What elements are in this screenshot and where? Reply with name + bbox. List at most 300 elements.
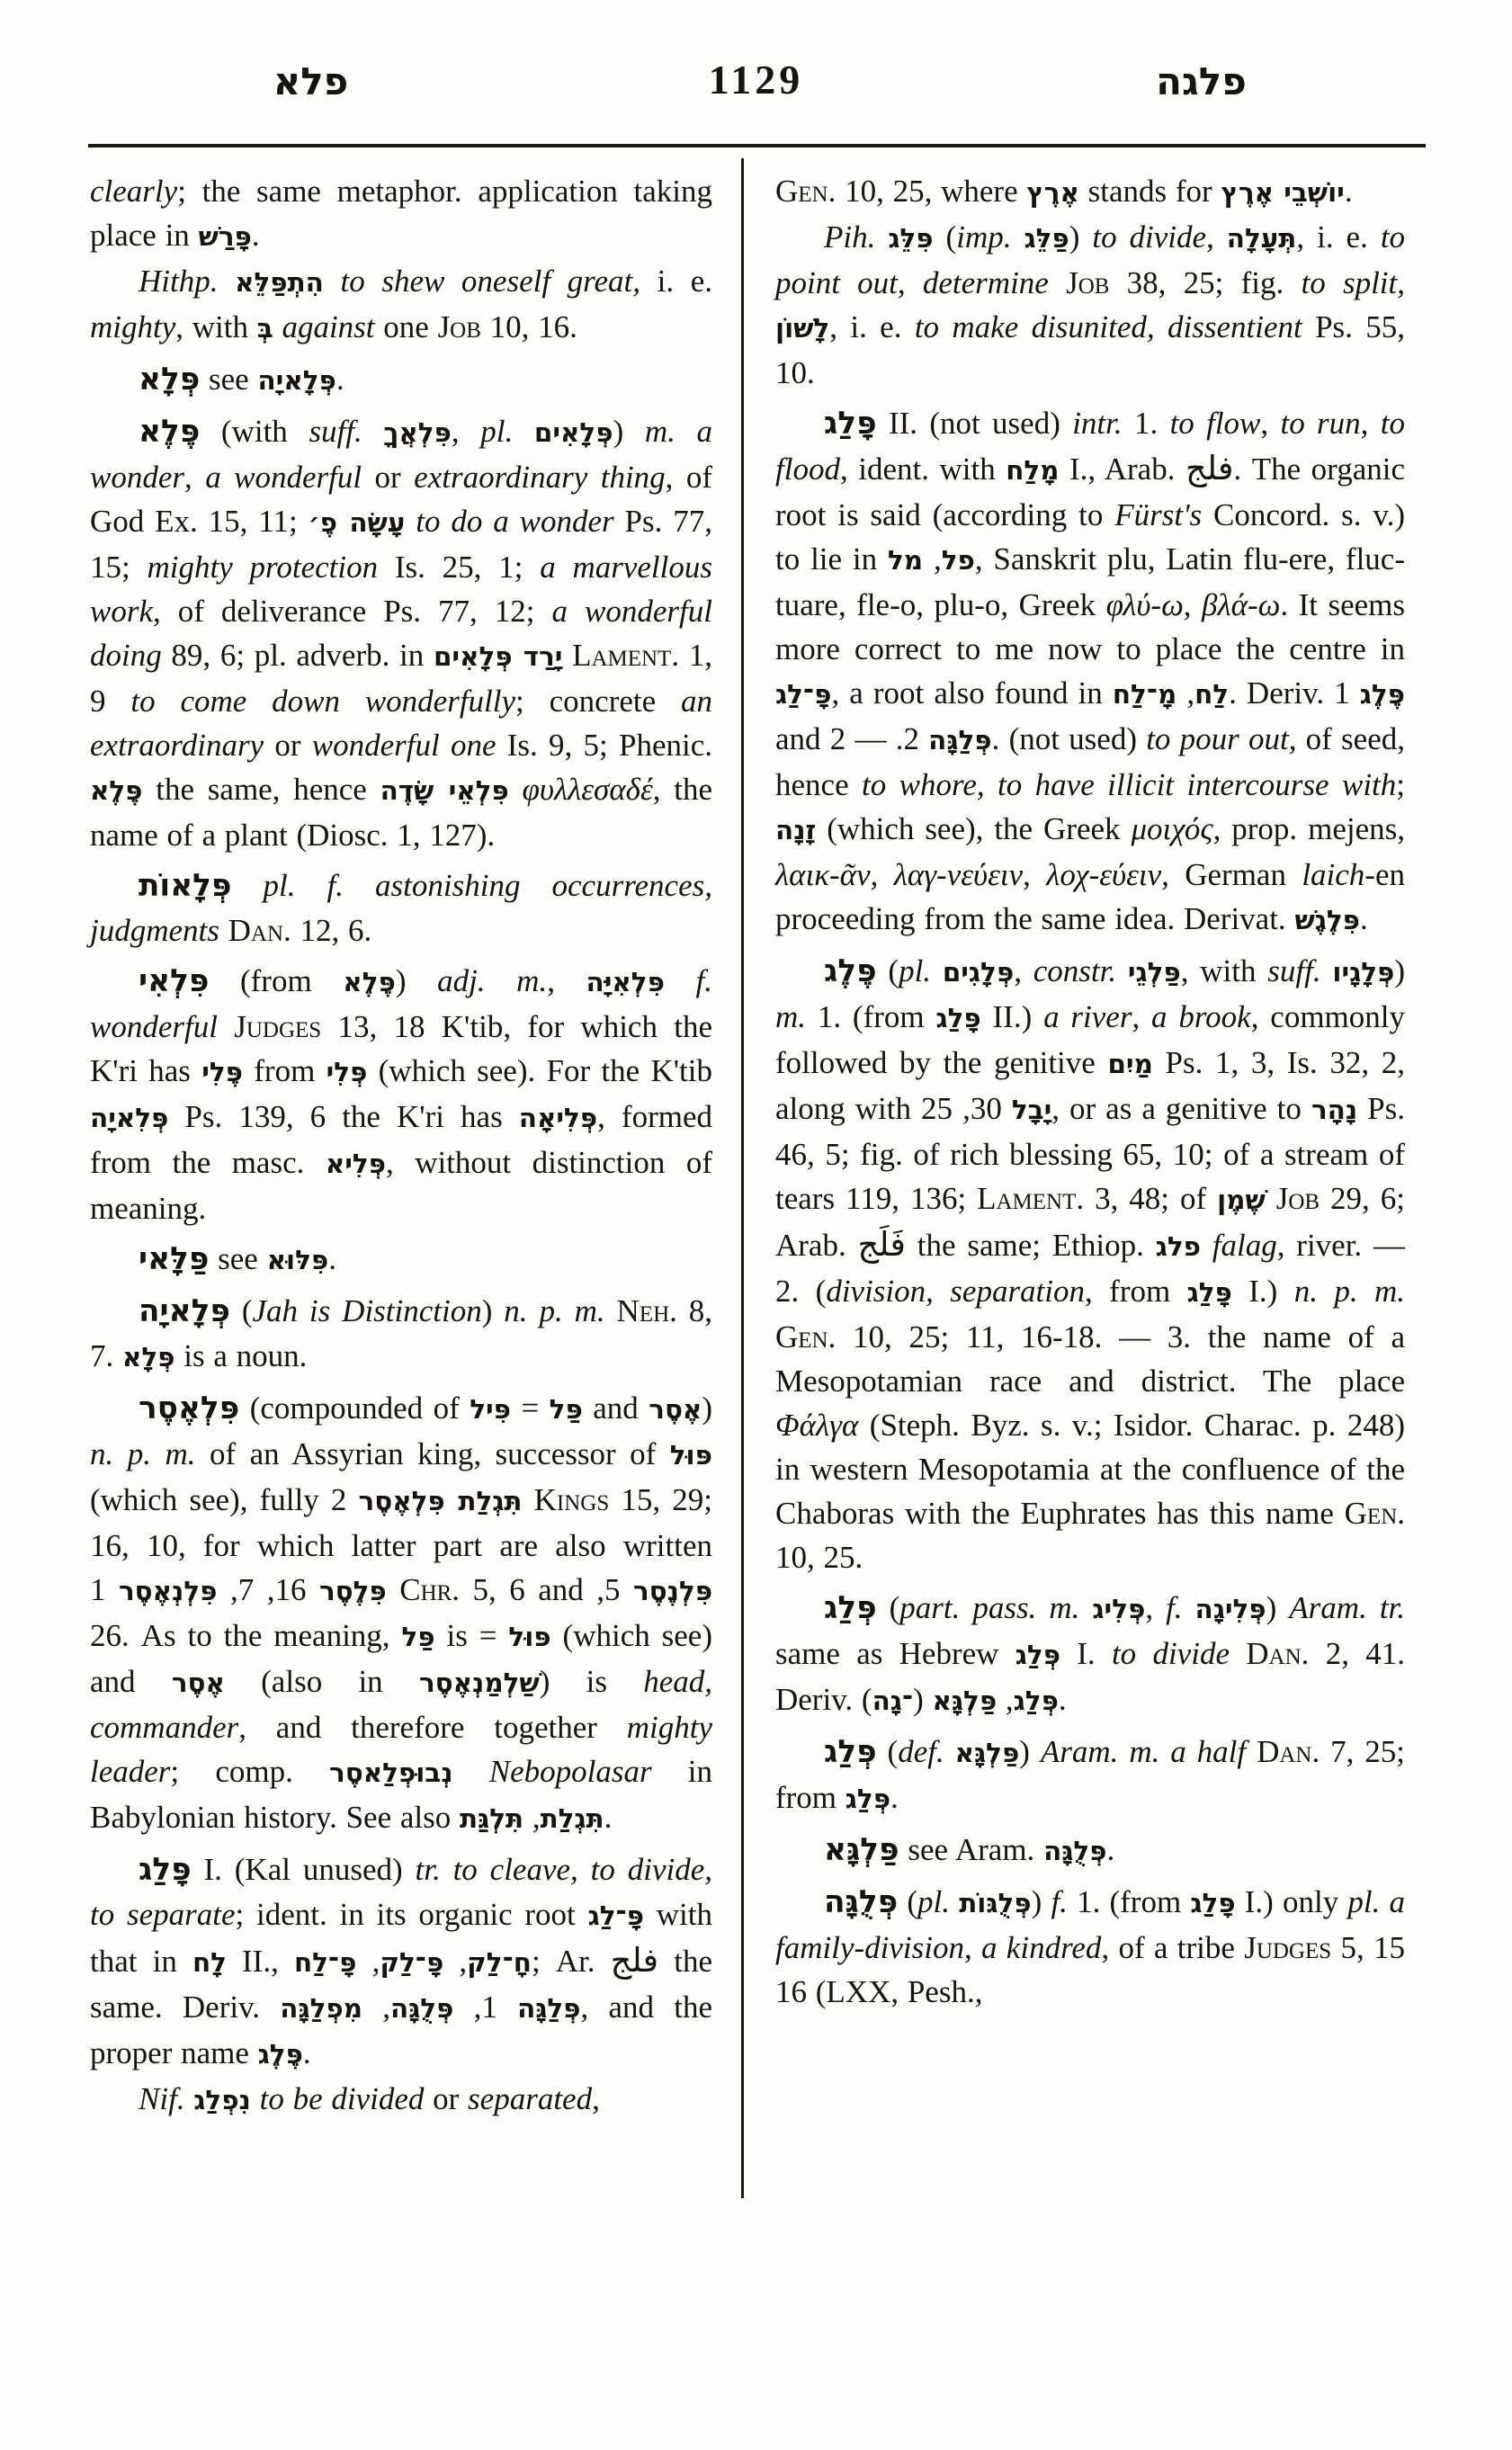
body-text bbox=[605, 1293, 617, 1328]
body-text: to be divided bbox=[259, 2081, 425, 2116]
hebrew-text: תִּלְגַּת bbox=[459, 1803, 524, 1834]
body-text: . It seems more correct to me now to place the centre in bbox=[775, 587, 1405, 666]
body-text: . bbox=[336, 362, 344, 397]
body-text: i. e. bbox=[640, 264, 712, 299]
body-text bbox=[251, 2081, 260, 2116]
body-text: 16, 7, bbox=[217, 1572, 319, 1607]
hebrew-text: הִתְפַּלֵּא bbox=[235, 267, 324, 298]
entry-headword: פִּלְאִי bbox=[139, 963, 210, 999]
body-text: 29, 6; Arab. bbox=[775, 1181, 1405, 1263]
hebrew-text: פְּלִיגָה bbox=[1194, 1594, 1266, 1624]
book-reference: Job bbox=[1275, 1181, 1320, 1216]
body-text: , i. e. bbox=[1296, 219, 1381, 255]
paragraph bbox=[90, 259, 712, 351]
dictionary-entry bbox=[90, 1847, 712, 2077]
body-text: the same. Deriv. bbox=[90, 1944, 712, 2025]
body-text: a wonder bbox=[90, 414, 713, 495]
body-text: I. bbox=[1060, 1636, 1112, 1671]
body-text: extraordinary thing bbox=[414, 460, 666, 495]
hebrew-text: פָּרַשׁ bbox=[198, 221, 252, 252]
hebrew-text: שֶׁמֶן bbox=[1217, 1185, 1266, 1215]
hebrew-text: פְּלֻגָּה bbox=[389, 1993, 454, 2024]
hebrew-text: בְּ bbox=[256, 313, 273, 344]
body-text: 5, 15 16 (LXX, Pesh., bbox=[775, 1930, 1406, 2009]
body-text: to flow bbox=[1169, 406, 1261, 441]
body-text: n. p. m. bbox=[90, 1436, 196, 1471]
body-text: 5, 26. As to the meaning, bbox=[90, 1572, 633, 1653]
greek-text: μοιχός bbox=[1131, 811, 1213, 846]
body-text: , of seed, hence bbox=[775, 721, 1405, 802]
body-text: see Aram. bbox=[899, 1832, 1044, 1867]
body-text: 30, 25, or as a genitive to bbox=[921, 1091, 1311, 1126]
body-text: 12, 6. bbox=[291, 913, 372, 948]
hebrew-text: פְּלֻגּוֹת bbox=[959, 1888, 1032, 1918]
hebrew-text: פְּלַג bbox=[845, 1784, 891, 1814]
body-text: , and the proper name bbox=[90, 1990, 712, 2070]
body-text: , of a tribe bbox=[1101, 1930, 1245, 1965]
body-text: to come down wonderfully bbox=[130, 684, 516, 719]
hebrew-text: פֶּלִי bbox=[201, 1057, 243, 1087]
hebrew-text: פִּיל bbox=[470, 1394, 511, 1425]
body-text: , with bbox=[1180, 953, 1268, 988]
body-text bbox=[1230, 1636, 1246, 1671]
body-text: 13, 18 K'tib, for which the K'ri has bbox=[90, 1009, 712, 1088]
hebrew-text: פִּלּוּא bbox=[266, 1245, 329, 1275]
greek-text: Φάλγα bbox=[775, 1408, 859, 1443]
entry-headword: פָּלַג bbox=[139, 1852, 192, 1888]
body-text: Concord. s. v.) to lie in bbox=[775, 497, 1406, 577]
greek-text: λαικ-ᾶν bbox=[775, 857, 871, 892]
entry-headword: פִּלְאֶסֶר bbox=[139, 1390, 240, 1426]
dictionary-entry bbox=[90, 863, 712, 952]
hebrew-text: תְּעָלָה bbox=[1226, 223, 1297, 254]
body-text: II., bbox=[226, 1944, 294, 1979]
body-text: , bbox=[870, 857, 894, 892]
entry-headword: פְּלָאוֹת bbox=[139, 868, 232, 904]
body-text: (Steph. Byz. s. v.; Isidor. Charac. p. 248) in western Mesopotamia at the confluence of the Chaboras with the Euphrates has this name bbox=[775, 1408, 1405, 1531]
body-text bbox=[513, 414, 534, 449]
body-text: is a noun. bbox=[174, 1338, 308, 1373]
body-text: (which see) and bbox=[90, 1618, 712, 1699]
dictionary-entry bbox=[775, 1730, 1405, 1821]
body-text: 1, bbox=[453, 1990, 518, 2025]
hebrew-text: פְּלִאיָה bbox=[90, 1103, 169, 1133]
body-text: wonderful one bbox=[311, 728, 497, 763]
body-text: to split bbox=[1301, 265, 1398, 300]
body-text: . bbox=[1344, 174, 1353, 209]
body-text: ) bbox=[1031, 1884, 1051, 1919]
hebrew-text: אֶסֶר bbox=[171, 1668, 225, 1698]
body-text: head, commander bbox=[90, 1664, 713, 1745]
body-text: , river. — 2. ( bbox=[775, 1228, 1405, 1309]
body-text: against bbox=[282, 309, 375, 344]
body-text bbox=[273, 309, 282, 344]
hebrew-text: פְּלָאיָה bbox=[257, 365, 336, 396]
body-text: . bbox=[1359, 901, 1368, 936]
body-text bbox=[405, 504, 416, 539]
body-text: Jah is Distinction bbox=[252, 1293, 482, 1328]
entry-headword: פֶּלֶא bbox=[139, 414, 201, 450]
body-text: and bbox=[582, 1390, 649, 1426]
hebrew-text: עָשָׂה פֶ׳ bbox=[308, 507, 406, 538]
body-text: pl. bbox=[480, 414, 514, 449]
body-text bbox=[1079, 1590, 1092, 1625]
hebrew-text: פַּלְגֵי bbox=[1127, 957, 1181, 988]
body-text: . bbox=[1106, 1832, 1115, 1867]
hebrew-text: פַּל bbox=[549, 1394, 583, 1425]
hebrew-text: פִּלְאֵי שָׂדֶה bbox=[380, 775, 509, 806]
hebrew-text: פְּלִיג bbox=[1092, 1594, 1146, 1624]
body-text: , bbox=[1145, 1590, 1167, 1625]
greek-text: λαγ-νεύειν bbox=[893, 857, 1024, 892]
body-text: pl. f. astonishing occurrences, judgments bbox=[90, 868, 712, 948]
body-text: (compounded of bbox=[239, 1390, 470, 1426]
hebrew-text: פַּלְגָּא bbox=[954, 1738, 1020, 1768]
hebrew-text: פְּלָא bbox=[122, 1342, 175, 1373]
body-text: , bbox=[356, 1944, 380, 1979]
hebrew-text: נִפְלַג bbox=[193, 2085, 251, 2115]
hebrew-text: פְּלִי bbox=[326, 1057, 368, 1087]
book-reference: Dan. bbox=[228, 913, 291, 948]
body-text: Pih. bbox=[824, 219, 889, 255]
body-text: a wonderful bbox=[205, 460, 362, 495]
hebrew-text: פָּ־לַג bbox=[587, 1900, 645, 1931]
body-text: ; Ar. bbox=[531, 1944, 611, 1979]
hebrew-text: פָּ־לַג bbox=[775, 679, 832, 710]
hebrew-text: פלג bbox=[1155, 1231, 1201, 1262]
body-text: ) bbox=[1394, 953, 1406, 988]
body-text: m. bbox=[775, 999, 807, 1034]
body-text: pl. a family-division bbox=[775, 1884, 1406, 1965]
hebrew-text: פִּלֵּג bbox=[888, 223, 934, 254]
body-text: (with bbox=[200, 414, 309, 449]
body-text: Ps. 77, 15; bbox=[90, 504, 712, 585]
body-text bbox=[562, 638, 572, 673]
body-text: , from bbox=[1085, 1274, 1187, 1309]
body-text bbox=[931, 953, 943, 988]
body-text bbox=[1321, 953, 1333, 988]
body-text: . bbox=[890, 1780, 899, 1815]
body-text: ( bbox=[229, 1293, 253, 1328]
body-text: Ps. 139, 6 the K'ri has bbox=[168, 1099, 519, 1134]
body-text: , commonly followed by the genitive bbox=[775, 999, 1405, 1080]
body-text bbox=[1266, 1181, 1276, 1216]
hebrew-text: פְּלֻגָּה bbox=[1043, 1836, 1107, 1866]
body-text bbox=[231, 868, 263, 903]
entry-headword: פְּלַג bbox=[824, 1734, 877, 1770]
entry-headword: פַּלְגָּא bbox=[824, 1832, 899, 1868]
body-text: 3, 48; of bbox=[1084, 1181, 1218, 1216]
body-text: f. wonderful bbox=[90, 963, 712, 1044]
body-text: 1. (from bbox=[1067, 1884, 1191, 1919]
body-text: (which see), the Greek bbox=[816, 811, 1132, 846]
body-text: imp. bbox=[956, 219, 1012, 255]
body-text: falag bbox=[1212, 1228, 1277, 1263]
body-text: the same; Ethiop. bbox=[906, 1228, 1156, 1263]
body-text: ( bbox=[876, 1590, 900, 1625]
body-text: , bbox=[997, 1682, 1014, 1717]
body-text: , bbox=[963, 1930, 982, 1965]
body-text: Nebopolasar bbox=[488, 1754, 652, 1789]
body-text: laich bbox=[1302, 857, 1365, 892]
body-text: , bbox=[547, 963, 586, 998]
body-text: , bbox=[1183, 587, 1203, 622]
body-text: , bbox=[1023, 857, 1047, 892]
body-text bbox=[1116, 953, 1128, 988]
header-keyword-left: פלא bbox=[273, 59, 349, 103]
body-text: part. pass. m. bbox=[899, 1590, 1080, 1625]
body-text: ) bbox=[1069, 219, 1093, 255]
body-text bbox=[1183, 1590, 1195, 1625]
dictionary-entry bbox=[90, 1237, 712, 1283]
body-text: to pour out bbox=[1146, 721, 1289, 756]
body-text: , bbox=[362, 1990, 390, 2025]
body-text: to make disunited, dissentient bbox=[914, 309, 1302, 344]
body-text: I. (Kal unused) bbox=[191, 1852, 416, 1887]
body-text bbox=[219, 913, 228, 948]
body-text: I.) bbox=[1231, 1274, 1294, 1309]
entry-headword: פַּלָּאי bbox=[139, 1241, 210, 1277]
hebrew-text: פְּלַג bbox=[1013, 1685, 1059, 1716]
body-text: to whore, to have illicit intercourse with bbox=[862, 767, 1397, 802]
body-text: n. p. m. bbox=[1293, 1274, 1406, 1309]
body-text: , prop. mejens, bbox=[1212, 811, 1405, 846]
dictionary-entry bbox=[775, 1586, 1405, 1723]
dictionary-entry bbox=[90, 409, 712, 857]
hebrew-text: פֶּלֶא bbox=[90, 775, 143, 806]
body-text: ( bbox=[898, 1884, 918, 1919]
column-divider bbox=[741, 158, 744, 2198]
body-text: , bbox=[1014, 953, 1033, 988]
body-text bbox=[218, 1009, 234, 1044]
body-text: Is. 25, 1; bbox=[378, 550, 541, 585]
hebrew-text: זָנָה bbox=[775, 815, 817, 845]
body-text: , of God Ex. 15, 11; bbox=[90, 460, 713, 539]
hebrew-text: פְּלַגָּה bbox=[517, 1993, 581, 2024]
body-text: to divide bbox=[1092, 219, 1207, 255]
entry-headword: פְּלָא bbox=[139, 362, 201, 398]
body-text: ; comp. bbox=[170, 1754, 330, 1789]
hebrew-text: שַׁלְמַנְאֶסֶר bbox=[418, 1668, 540, 1698]
body-text: or bbox=[362, 460, 415, 495]
body-text bbox=[453, 1754, 489, 1789]
header-rule bbox=[88, 144, 1426, 148]
hebrew-text: נָהָר bbox=[1311, 1095, 1358, 1125]
body-text bbox=[950, 1884, 959, 1919]
body-text: , bbox=[923, 541, 942, 577]
body-text: with that in bbox=[90, 1897, 713, 1979]
body-text: , bbox=[1360, 406, 1381, 441]
dictionary-entry bbox=[90, 959, 712, 1230]
body-text: a marvellous work bbox=[90, 550, 712, 629]
dictionary-entry bbox=[90, 1386, 712, 1841]
body-text: Ps. 46, 5; fig. of rich blessing 65, 10; of a stream of tears 119, 136; bbox=[775, 1091, 1406, 1216]
body-text: 10, 16. bbox=[480, 309, 577, 344]
body-text: a river bbox=[1043, 999, 1132, 1034]
body-text: 10, 25. bbox=[775, 1540, 863, 1575]
body-text: m. bbox=[644, 414, 675, 449]
body-text bbox=[1246, 1734, 1257, 1769]
column-right bbox=[775, 169, 1405, 2014]
body-text: 2 bbox=[330, 1482, 534, 1517]
dictionary-entry bbox=[775, 949, 1405, 1579]
body-text: tr. to cleave, to divide, to separate bbox=[90, 1852, 712, 1932]
hebrew-text: פַּלֵּג bbox=[1024, 223, 1069, 254]
arabic-text: فَلَج bbox=[857, 1225, 906, 1264]
body-text: . The organic root is said (according to bbox=[775, 452, 1405, 532]
entry-headword: פָּלַג bbox=[824, 406, 877, 442]
body-text: , with bbox=[175, 309, 257, 344]
dictionary-entry bbox=[775, 1880, 1405, 2014]
body-text: , bbox=[1176, 675, 1195, 711]
book-reference: Kings bbox=[533, 1482, 610, 1517]
body-text bbox=[1201, 1228, 1212, 1263]
hebrew-text: ־גָה bbox=[872, 1685, 914, 1716]
hebrew-text: מָלַח bbox=[1006, 455, 1060, 486]
body-text: , bbox=[523, 1800, 541, 1835]
hebrew-text: פְּלַג bbox=[1015, 1640, 1060, 1670]
body-text: same as Hebrew bbox=[775, 1636, 1015, 1671]
book-reference: Gen. bbox=[775, 174, 837, 209]
body-text: intr. bbox=[1072, 406, 1123, 441]
body-text: 1. bbox=[1122, 406, 1170, 441]
hebrew-text: פָּלַג bbox=[1190, 1888, 1236, 1918]
body-text bbox=[324, 264, 341, 299]
hebrew-text: פִּלְנֶסֶר bbox=[632, 1576, 713, 1606]
body-text: 10, 25; 11, 16-18. — 3. the name of a Mesopotamian race and district. The place bbox=[775, 1319, 1405, 1399]
body-text bbox=[944, 1734, 955, 1769]
body-text: , the name of a plant (Diosc. 1, 127). bbox=[90, 772, 713, 853]
body-text: I.) only bbox=[1235, 1884, 1348, 1919]
body-text: suff. bbox=[309, 414, 362, 449]
body-text: ) bbox=[1266, 1590, 1290, 1625]
hebrew-text: מל bbox=[888, 545, 924, 576]
book-reference: Gen. bbox=[775, 1319, 837, 1355]
body-text: ( bbox=[913, 1682, 933, 1717]
body-text: to point out, determine bbox=[775, 219, 1406, 300]
body-text: ; ident. in its organic root bbox=[235, 1897, 588, 1932]
body-text: ) is bbox=[539, 1664, 644, 1699]
entry-headword: פְּלַג bbox=[824, 1590, 877, 1626]
paragraph bbox=[775, 169, 1405, 215]
hebrew-text: פָּ־לַק bbox=[380, 1947, 444, 1978]
body-text: n. p. m. bbox=[504, 1293, 605, 1328]
body-text: to divide bbox=[1111, 1636, 1230, 1671]
page-number: 1129 bbox=[708, 57, 804, 103]
body-text: mighty bbox=[90, 309, 176, 344]
body-text: adj. m. bbox=[437, 963, 548, 998]
body-text: a wonderful doing bbox=[90, 594, 713, 673]
hebrew-text: פָּלַג bbox=[1186, 1277, 1232, 1308]
hebrew-text: מַיִם bbox=[1107, 1049, 1153, 1079]
hebrew-text: פִּלֶסֶר bbox=[318, 1576, 387, 1606]
body-text: , formed from the masc. bbox=[90, 1099, 712, 1180]
body-text: is = bbox=[434, 1618, 509, 1653]
body-text: 2, 41. Deriv. bbox=[775, 1636, 1405, 1717]
body-text: , bbox=[1206, 219, 1227, 255]
body-text: from bbox=[242, 1053, 327, 1088]
body-text: the same, hence bbox=[142, 772, 380, 807]
body-text bbox=[675, 414, 697, 449]
hebrew-text: פֶּלֶג bbox=[1359, 679, 1405, 710]
body-text: a brook bbox=[1151, 999, 1251, 1034]
body-text: . Deriv. bbox=[1229, 675, 1335, 711]
body-text: f. bbox=[1051, 1884, 1068, 1919]
body-text: to do a wonder bbox=[416, 504, 614, 539]
body-text: 8, 7. bbox=[90, 1293, 713, 1373]
body-text: one bbox=[374, 309, 438, 344]
body-text bbox=[665, 963, 696, 998]
book-reference: Lament. bbox=[572, 638, 680, 673]
body-text: 1. (from bbox=[806, 999, 936, 1034]
hebrew-text: פְּלָאִים bbox=[533, 417, 613, 448]
body-text: mighty protection bbox=[147, 550, 379, 585]
body-text: Ps. 55, 10. bbox=[775, 309, 1405, 390]
dictionary-entry bbox=[775, 1828, 1405, 1873]
body-text: clearly bbox=[90, 174, 178, 209]
body-text: ( bbox=[876, 1734, 899, 1769]
hebrew-text: תִּגְלַת פִּלְאֶסֶר bbox=[358, 1486, 523, 1516]
body-text: , bbox=[184, 460, 206, 495]
hebrew-text: פִּלְאֲךָ bbox=[383, 417, 452, 448]
body-text: ) bbox=[395, 963, 438, 998]
entry-headword: פְּלֻגָּה bbox=[824, 1884, 899, 1920]
body-text: , bbox=[1132, 999, 1152, 1034]
body-text: see bbox=[209, 1241, 267, 1276]
body-text: (also in bbox=[224, 1664, 419, 1699]
hebrew-text: מָ־לַח bbox=[1112, 679, 1177, 710]
body-text: to flood bbox=[775, 406, 1405, 487]
hebrew-text: פֶּלֶג bbox=[257, 2039, 303, 2070]
body-text: ) bbox=[481, 1293, 505, 1328]
hebrew-text: פְּלִיא bbox=[325, 1149, 386, 1179]
body-text: , bbox=[1260, 406, 1281, 441]
body-text: II.) bbox=[980, 999, 1044, 1034]
body-text: or bbox=[424, 2081, 469, 2116]
book-reference: Dan. bbox=[1257, 1734, 1320, 1769]
book-reference: Neh. bbox=[616, 1293, 677, 1328]
hebrew-text: פּוּל bbox=[508, 1622, 551, 1652]
book-reference: Gen. bbox=[1344, 1496, 1405, 1531]
body-text: 5, 6 and bbox=[460, 1572, 597, 1607]
column-left bbox=[90, 169, 712, 2123]
dictionary-entry bbox=[90, 357, 712, 403]
greek-text: λοχ-εύειν bbox=[1046, 857, 1162, 892]
body-text: 38, 25; fig. bbox=[1109, 265, 1302, 300]
body-text: f. bbox=[1166, 1590, 1183, 1625]
body-text: an extraordinary bbox=[90, 684, 712, 763]
body-text: in Babylonian history. See also bbox=[90, 1754, 713, 1835]
body-text bbox=[1049, 265, 1066, 300]
hebrew-text: אֶסֶר bbox=[649, 1394, 702, 1425]
hebrew-text: נְבוּפְלַאסֶר bbox=[329, 1757, 453, 1788]
body-text: 1 and bbox=[775, 675, 1360, 756]
body-text: . bbox=[302, 2035, 311, 2070]
hebrew-text: חָ־לַק bbox=[467, 1947, 532, 1978]
hebrew-text: פְּלַגָּה bbox=[928, 725, 992, 756]
body-text: Nif. bbox=[139, 2081, 194, 2116]
body-text: , German bbox=[1161, 857, 1302, 892]
hebrew-text: פּוּל bbox=[669, 1440, 712, 1471]
body-text: constr. bbox=[1033, 953, 1117, 988]
hebrew-text: פָּ־לַח bbox=[293, 1947, 357, 1978]
body-text: (which see). For the K'tib bbox=[367, 1053, 712, 1088]
hebrew-text: פְּלִיאָה bbox=[518, 1103, 598, 1133]
body-text bbox=[509, 772, 523, 807]
dictionary-entry bbox=[775, 401, 1405, 943]
book-reference: Lament. bbox=[977, 1181, 1085, 1216]
body-text: of an Assyrian king, successor of bbox=[195, 1436, 670, 1471]
